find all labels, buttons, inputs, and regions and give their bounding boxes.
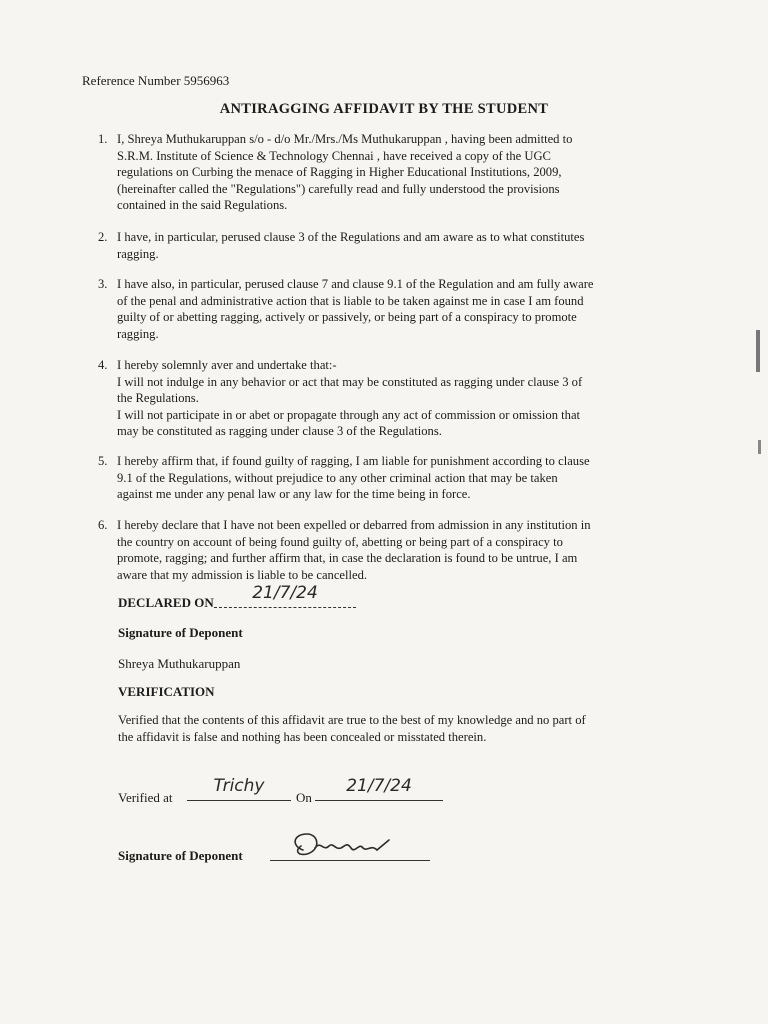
verification-line: the affidavit is false and nothing has been concealed or misstated therein.	[118, 729, 487, 744]
signature-label-2: Signature of Deponent	[118, 848, 243, 863]
clause-line: of the penal and administrative action that is liable to be taken against me in case I am found	[117, 293, 584, 308]
clause-line: may be constituted as ragging under clause 3 of the Regulations.	[117, 424, 442, 438]
verification-text	[118, 712, 688, 745]
scan-edge-mark	[756, 330, 760, 372]
clause-6	[98, 517, 688, 583]
clause-line: promote, ragging; and further affirm that, in case the declaration is found to be untrue, I am	[117, 551, 578, 565]
clause-line: I hereby declare that I have not been expelled or debarred from admission in any institution in	[117, 518, 591, 532]
clause-line: guilty of or abetting ragging, actively or passively, or being part of a conspiracy to promote	[117, 310, 577, 324]
handwritten-signature-icon	[285, 828, 405, 864]
signature-label-1: Signature of Deponent	[118, 625, 243, 640]
clause-line: I hereby affirm that, if found guilty of ragging, I am liable for punishment according to clause	[117, 454, 590, 468]
clause-line: S.R.M. Institute of Science & Technology Chennai , have received a copy of the UGC	[117, 148, 551, 163]
clause-line: 9.1 of the Regulations, without prejudice to any other criminal action that may be taken	[117, 470, 558, 485]
clause-number: 4.	[98, 358, 108, 372]
clause-line: I, Shreya Muthukaruppan s/o - d/o Mr./Mrs./Ms Muthukaruppan , having been admitted to	[117, 132, 573, 146]
clause-3	[98, 276, 688, 342]
clause-line: aware that my admission is liable to be cancelled.	[117, 567, 368, 582]
clause-line: contained in the said Regulations.	[117, 198, 288, 212]
page-title: ANTIRAGGING AFFIDAVIT BY THE STUDENT	[219, 101, 549, 117]
clause-number: 2.	[98, 230, 108, 244]
clause-line: I will not participate in or abet or propagate through any act of commission or omission that	[117, 407, 581, 422]
clause-number: 1.	[98, 132, 108, 146]
verification-line: Verified that the contents of this affidavit are true to the best of my knowledge and no part of	[118, 713, 586, 727]
clause-line: (hereinafter called the "Regulations") carefully read and fully understood the provisions	[117, 181, 560, 196]
clause-number: 3.	[98, 277, 108, 291]
clause-line: the Regulations.	[117, 391, 199, 405]
clause-2	[98, 229, 688, 262]
clause-line: regulations on Curbing the menace of Ragging in Higher Educational Institutions, 2009,	[117, 165, 562, 179]
clause-number: 6.	[98, 518, 108, 532]
clause-line: ragging.	[117, 326, 159, 341]
clause-4	[98, 357, 688, 440]
reference-number: Reference Number 5956963	[82, 73, 230, 88]
clause-line: the country on account of being found guilty of, abetting or being part of a conspiracy to	[117, 534, 563, 549]
clause-line: I will not indulge in any behavior or act that may be constituted as ragging under clause 3 of	[117, 374, 583, 389]
verified-date: 21/7/24	[315, 776, 443, 801]
clause-line: ragging.	[117, 246, 159, 261]
declared-date: 21/7/24	[214, 583, 356, 608]
declared-on-label: DECLARED ON	[118, 595, 214, 610]
on-label: On	[296, 790, 312, 805]
clause-number: 5.	[98, 454, 108, 468]
scan-edge-mark	[758, 440, 761, 454]
verified-at-label: Verified at	[118, 790, 173, 805]
clause-line: I have also, in particular, perused clause 7 and clause 9.1 of the Regulation and am fully aware	[117, 277, 594, 291]
clause-line: I have, in particular, perused clause 3 of the Regulations and am aware as to what constitutes	[117, 230, 585, 244]
clause-line: I hereby solemnly aver and undertake that:-	[117, 358, 337, 372]
clause-1	[98, 131, 688, 214]
deponent-name: Shreya Muthukaruppan	[118, 656, 241, 671]
verified-place: Trichy	[187, 776, 291, 801]
clause-5	[98, 453, 688, 503]
verification-heading: VERIFICATION	[118, 684, 215, 699]
clause-line: against me under any penal law or any law for the time being in force.	[117, 487, 471, 501]
